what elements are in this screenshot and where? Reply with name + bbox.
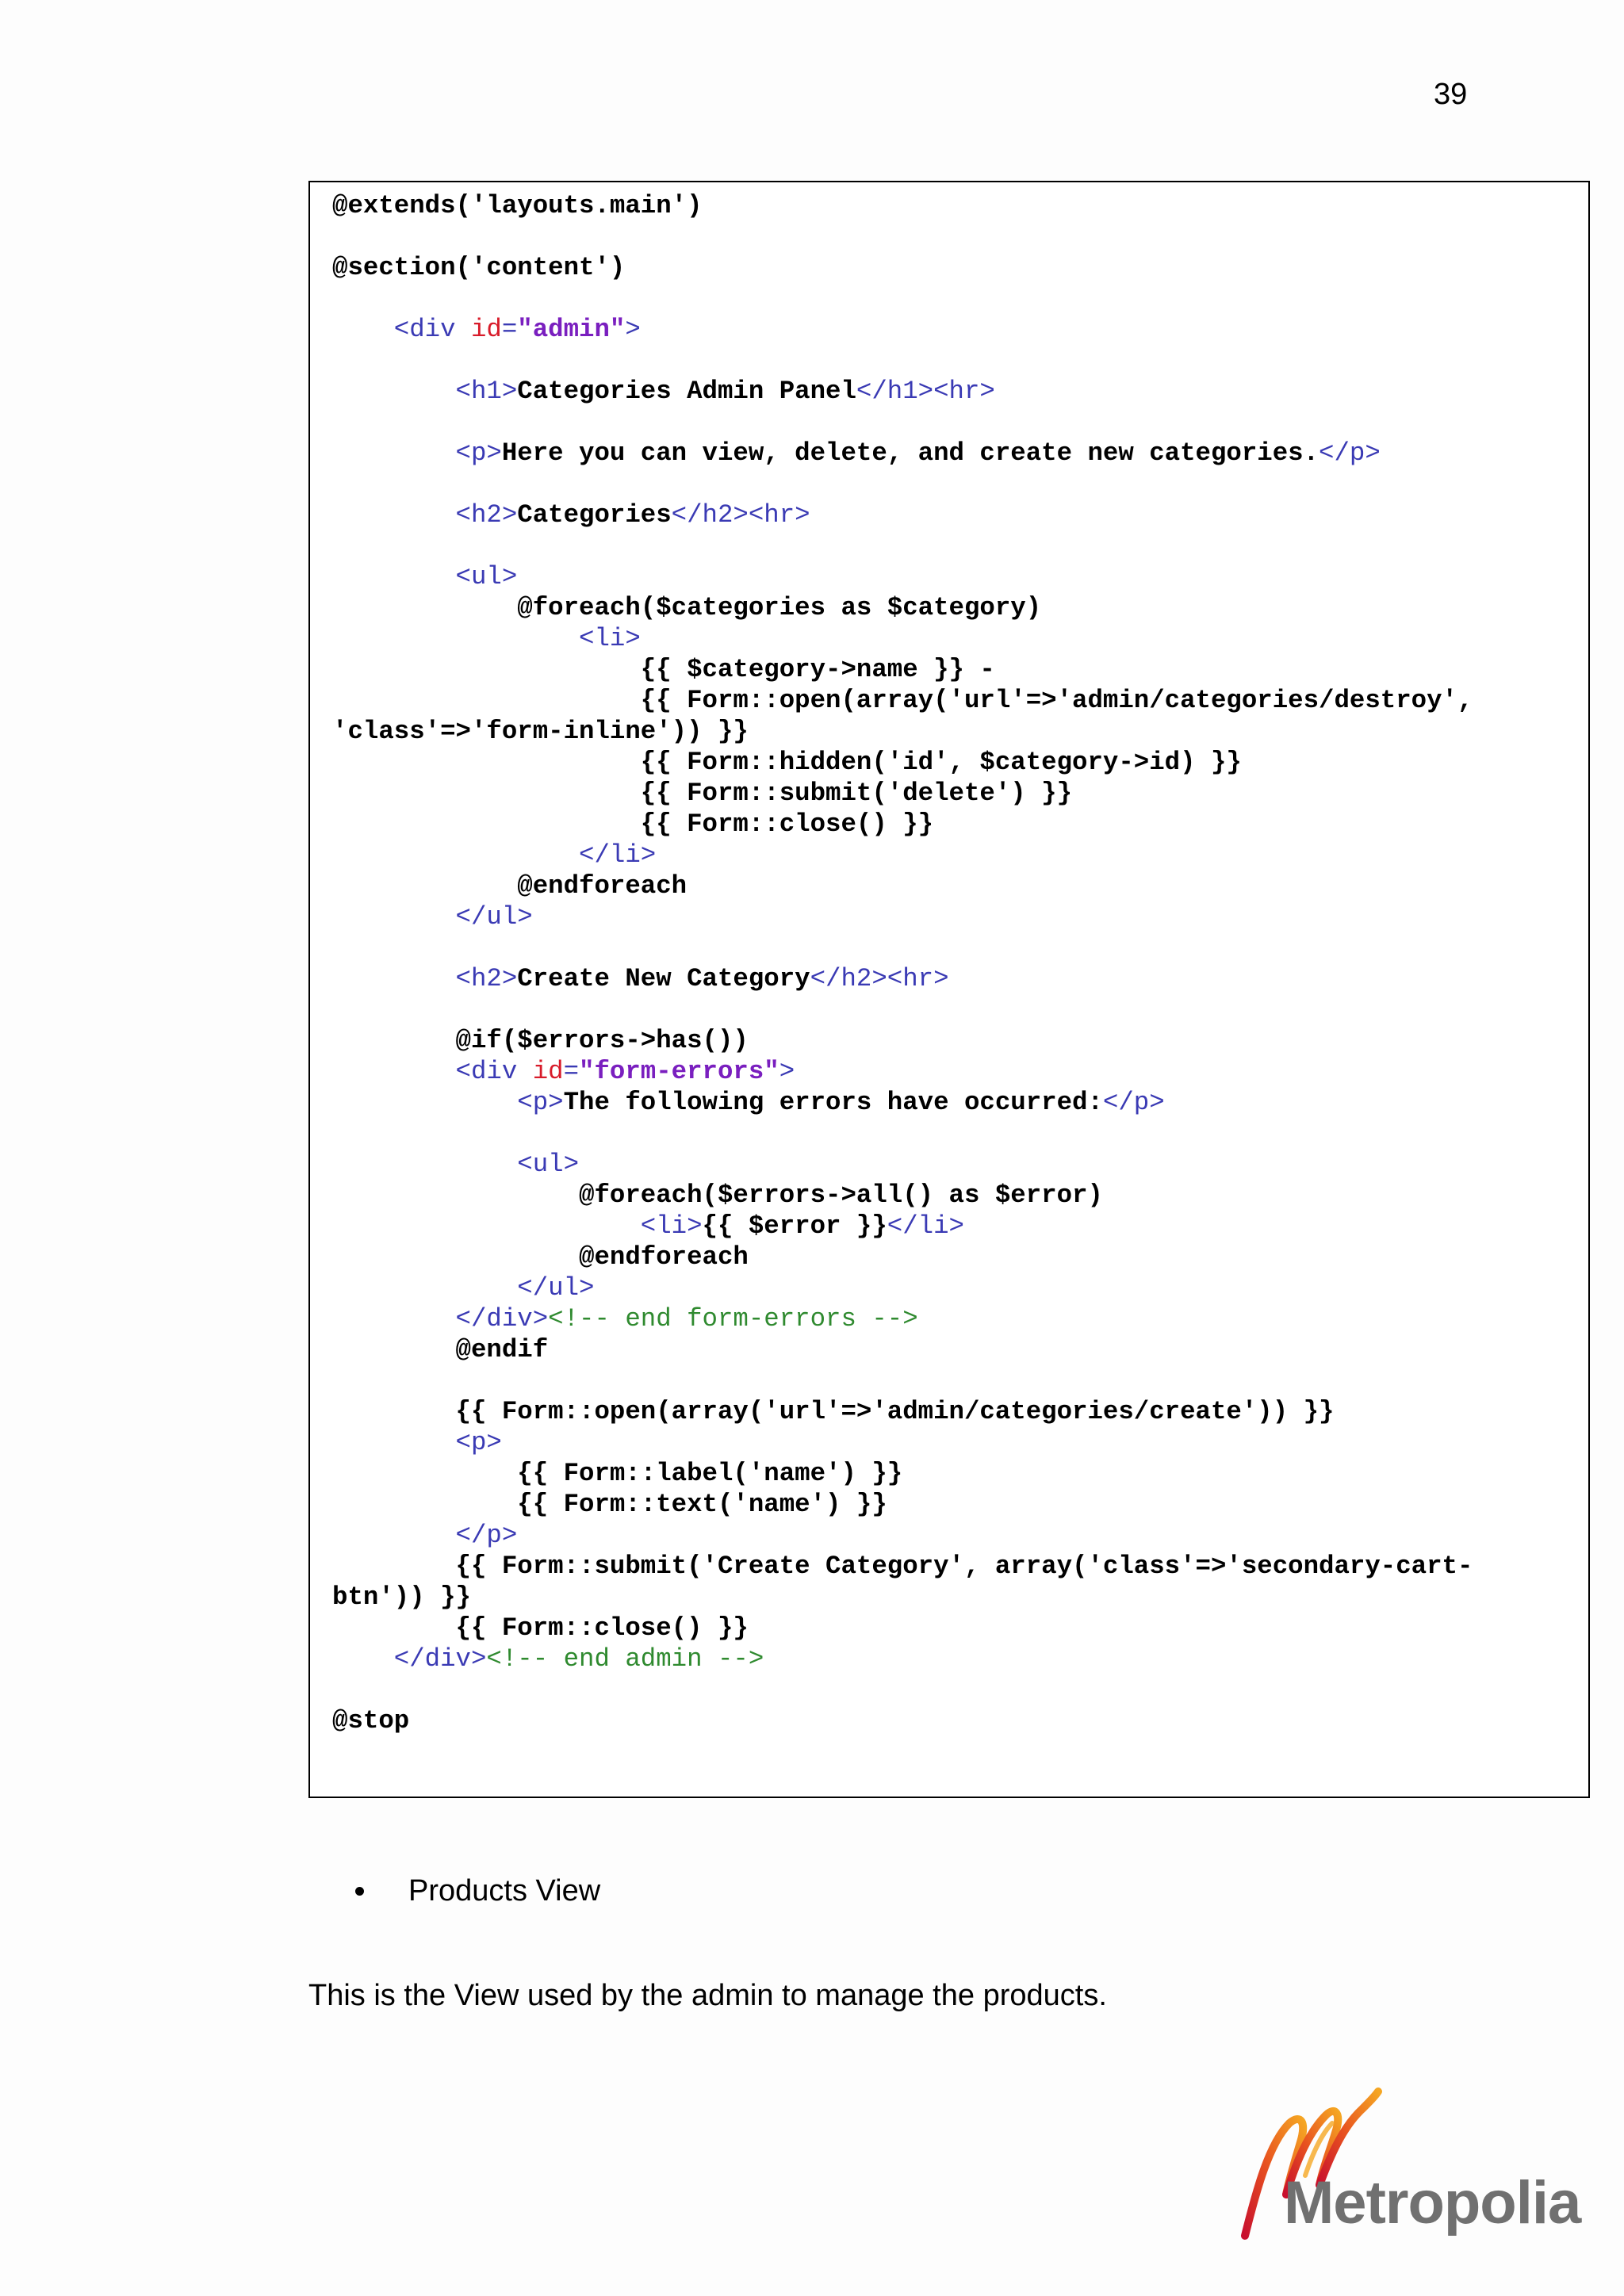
code-line — [332, 1025, 1473, 1056]
code-line — [332, 963, 1473, 994]
code-line — [332, 1334, 1473, 1365]
code-token: <!-- end admin --> — [486, 1644, 764, 1674]
code-token: <li> — [332, 624, 641, 653]
code-token: @endif — [332, 1335, 549, 1364]
code-token: </p> — [1319, 438, 1381, 468]
code-token: Create New Category — [517, 964, 810, 993]
code-token: @foreach($categories as $category) — [332, 593, 1042, 622]
code-line — [332, 530, 1473, 561]
code-token: <ul> — [332, 1150, 580, 1179]
code-token: Here you can view, delete, and create new categories. — [501, 438, 1320, 468]
code-line — [332, 1613, 1473, 1644]
code-token: > — [779, 1057, 795, 1086]
code-token: > — [625, 315, 641, 344]
code-token: {{ Form::open(array('url'=>'admin/categories/create')) }} — [332, 1397, 1335, 1426]
code-token: id — [470, 315, 502, 344]
code-line — [332, 1551, 1473, 1582]
code-token: @stop — [332, 1706, 410, 1735]
code-token: @if($errors->has()) — [332, 1026, 749, 1055]
code-line — [332, 716, 1473, 747]
code-listing — [308, 181, 1590, 1798]
code-token: </h1><hr> — [856, 377, 995, 406]
code-token: @foreach($errors->all() as $error) — [332, 1181, 1103, 1210]
code-line — [332, 469, 1473, 499]
code-line — [332, 1520, 1473, 1551]
code-line — [332, 1582, 1473, 1613]
code-token: The following errors have occurred: — [563, 1088, 1103, 1117]
code-token: Categories — [517, 500, 672, 530]
code-token: </li> — [332, 840, 657, 870]
code-line — [332, 1118, 1473, 1149]
code-token: <div — [332, 1057, 533, 1086]
code-token: </li> — [887, 1211, 964, 1241]
code-token: {{ Form::close() }} — [332, 1613, 749, 1643]
code-token: <li> — [332, 1211, 703, 1241]
code-token: </h2><hr> — [671, 500, 810, 530]
code-token: = — [501, 315, 518, 344]
code-token: </p> — [1102, 1088, 1165, 1117]
code-token: </p> — [332, 1521, 518, 1550]
code-token: {{ Form::open(array('url'=>'admin/categories/destroy', — [332, 686, 1473, 715]
code-line — [332, 994, 1473, 1025]
code-line — [332, 561, 1473, 592]
code-line — [332, 871, 1473, 901]
code-line — [332, 190, 1473, 221]
code-line — [332, 438, 1473, 469]
code-line — [332, 376, 1473, 407]
code-token: id — [532, 1057, 564, 1086]
code-line — [332, 809, 1473, 840]
code-token: = — [563, 1057, 580, 1086]
code-token: <p> — [332, 438, 502, 468]
code-token: {{ Form::submit('Create Category', array('class'=>'secondary-cart- — [332, 1552, 1473, 1581]
code-token: </ul> — [332, 1273, 595, 1303]
code-line — [332, 932, 1473, 963]
bullet-icon — [355, 1887, 364, 1896]
code-line — [332, 1489, 1473, 1520]
code-line — [332, 1427, 1473, 1458]
code-token: </div> — [332, 1644, 487, 1674]
code-line — [332, 1644, 1473, 1674]
metropolia-logo — [1237, 2080, 1581, 2255]
code-token: </ul> — [332, 902, 533, 932]
code-token: <p> — [332, 1428, 502, 1457]
code-token: {{ Form::text('name') }} — [332, 1490, 887, 1519]
code-token: {{ $error }} — [702, 1211, 887, 1241]
code-token: <ul> — [332, 562, 518, 591]
code-line — [332, 1149, 1473, 1180]
code-line — [332, 747, 1473, 778]
code-line — [332, 1056, 1473, 1087]
code-token: @endforeach — [332, 1242, 749, 1272]
code-line — [332, 1242, 1473, 1272]
page-number: 39 — [1434, 78, 1468, 111]
code-token: Categories Admin Panel — [517, 377, 856, 406]
code-token: @section('content') — [332, 253, 626, 282]
code-line — [332, 252, 1473, 283]
code-line — [332, 345, 1473, 376]
code-line — [332, 778, 1473, 809]
code-token: {{ $category->name }} - — [332, 655, 995, 684]
code-token: 'class'=>'form-inline')) }} — [332, 717, 749, 746]
body-paragraph: This is the View used by the admin to manage the products. — [308, 1979, 1107, 2012]
code-line — [332, 1705, 1473, 1736]
code-token: <div — [332, 315, 471, 344]
code-line — [332, 623, 1473, 654]
code-line — [332, 654, 1473, 685]
code-line — [332, 314, 1473, 345]
code-token: {{ Form::label('name') }} — [332, 1459, 903, 1488]
code-line — [332, 283, 1473, 314]
code-line — [332, 1272, 1473, 1303]
code-line — [332, 499, 1473, 530]
code-token: <p> — [332, 1088, 564, 1117]
code-line — [332, 1211, 1473, 1242]
code-token: "form-errors" — [579, 1057, 779, 1086]
code-lines — [332, 190, 1473, 1736]
code-token: <h2> — [332, 964, 518, 993]
bullet-item-label: Products View — [408, 1874, 601, 1908]
code-token: "admin" — [517, 315, 626, 344]
code-line — [332, 1674, 1473, 1705]
code-line — [332, 1458, 1473, 1489]
code-token: {{ Form::close() }} — [332, 809, 934, 839]
code-line — [332, 840, 1473, 871]
code-token: {{ Form::hidden('id', $category->id) }} — [332, 748, 1242, 777]
code-line — [332, 1396, 1473, 1427]
logo-wordmark: Metropolia — [1284, 2169, 1581, 2237]
code-token: @endforeach — [332, 871, 688, 901]
code-line — [332, 685, 1473, 716]
code-token: {{ Form::submit('delete') }} — [332, 779, 1073, 808]
code-token: btn')) }} — [332, 1582, 471, 1612]
code-token: @extends('layouts.main') — [332, 191, 703, 220]
code-line — [332, 407, 1473, 438]
code-token: </div> — [332, 1304, 549, 1334]
code-line — [332, 1365, 1473, 1396]
code-line — [332, 901, 1473, 932]
code-token: <h2> — [332, 500, 518, 530]
code-token: </h2><hr> — [810, 964, 949, 993]
code-line — [332, 1087, 1473, 1118]
code-line — [332, 592, 1473, 623]
code-token: <h1> — [332, 377, 518, 406]
code-token: <!-- end form-errors --> — [548, 1304, 918, 1334]
code-line — [332, 221, 1473, 252]
code-line — [332, 1303, 1473, 1334]
code-line — [332, 1180, 1473, 1211]
